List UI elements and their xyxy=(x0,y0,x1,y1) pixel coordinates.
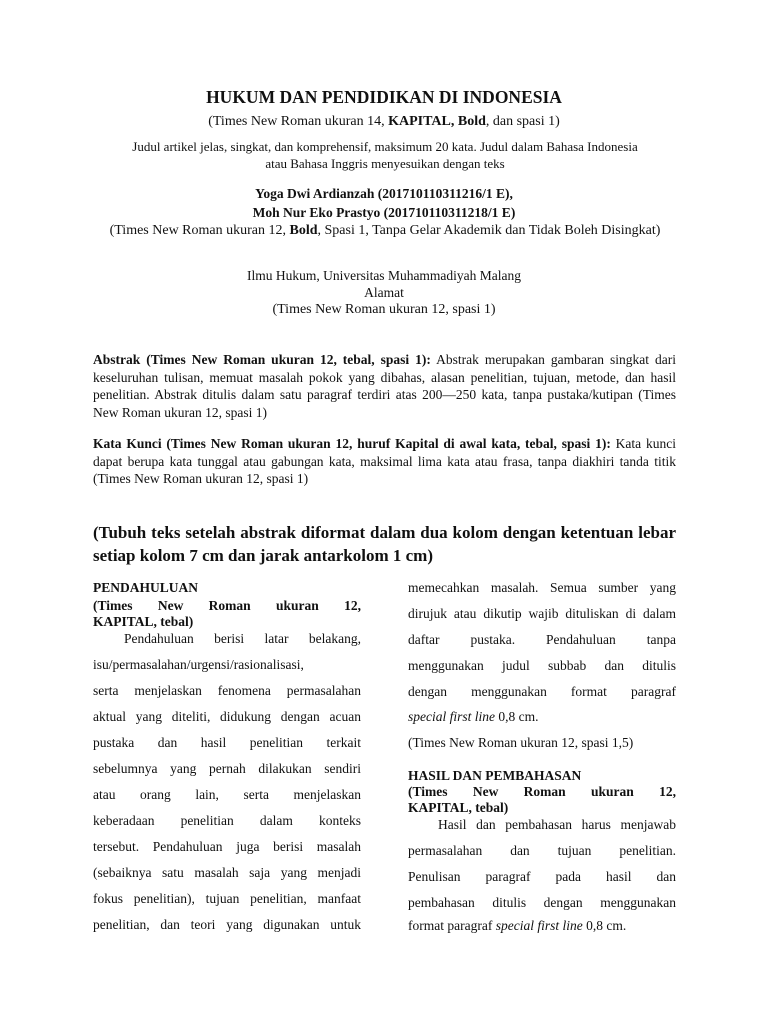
keywords-text: Kata kunci dapat berupa kata tunggal atau gabungan kata, maksimal lima kata atau frasa, tanpa diakhiri tanda titik (Times New Roman ukuran 12, spasi 1) xyxy=(93,436,676,486)
paragraph-line: penelitian, dan teori yang digunakan untuk xyxy=(93,917,361,932)
paragraph-line: daftar pustaka. Pendahuluan tanpa xyxy=(408,632,676,647)
title-description xyxy=(100,138,670,172)
article-title: HUKUM DAN PENDIDIKAN DI INDONESIA xyxy=(206,87,562,107)
affiliation: Ilmu Hukum, Universitas Muhammadiyah Malang xyxy=(246,268,522,283)
section-heading-note: KAPITAL, tebal) xyxy=(408,800,509,815)
author-format-note xyxy=(105,222,665,240)
title-desc-line: Judul artikel jelas, singkat, dan komprehensif, maksimum 20 kata. Judul dalam Bahasa Indonesia xyxy=(132,139,638,154)
author-note-post: , Spasi 1, Tanpa Gelar Akademik dan Tidak Boleh Disingkat) xyxy=(317,223,661,238)
paragraph-line: pustaka dan hasil penelitian terkait xyxy=(93,735,361,750)
paragraph-line: Pendahuluan berisi latar belakang, xyxy=(124,631,361,646)
paragraph-line: pembahasan ditulis dengan menggunakan xyxy=(408,895,676,910)
abstract-text: Abstrak merupakan gambaran singkat dari keseluruhan tulisan, memuat masalah pokok yang dibahas, alasan penelitian, tujuan, metode, dan hasil penelitian. Abstrak ditulis dalam satu paragraf terdiri atas 200—250 kata, tanpa pustaka/kutipan (Times New Roman ukuran 12, spasi 1) xyxy=(93,352,676,420)
body-format-note: (Tubuh teks setelah abstrak diformat dalam dua kolom dengan ketentuan lebar setiap kolom 7 cm dan jarak antarkolom 1 cm) xyxy=(93,523,676,565)
abstract-paragraph xyxy=(93,351,676,421)
paragraph-line: (sebaiknya satu masalah saja yang menjadi xyxy=(93,865,361,880)
spacing-format-note: (Times New Roman ukuran 12, spasi 1,5) xyxy=(408,735,634,750)
author-note-pre: (Times New Roman ukuran 12, xyxy=(109,223,290,238)
title-note-bold: Bold xyxy=(457,114,486,129)
section-heading-hasil: HASIL DAN PEMBAHASAN xyxy=(408,768,582,783)
keywords-paragraph xyxy=(93,435,676,488)
keywords-label: Kata Kunci (Times New Roman ukuran 12, huruf Kapital di awal kata, tebal, spasi 1): xyxy=(93,436,611,451)
affiliation-format-note: (Times New Roman ukuran 12, spasi 1) xyxy=(272,302,496,317)
paragraph-line: serta menjelaskan fenomena permasalahan xyxy=(93,683,361,698)
paragraph-line: keberadaan penelitian dalam konteks xyxy=(93,813,361,828)
paragraph-line: atau orang lain, serta menjelaskan xyxy=(93,787,361,802)
paragraph-line: memecahkan masalah. Semua sumber yang xyxy=(408,580,676,595)
italic-phrase: special first line xyxy=(495,918,583,933)
author-2: Moh Nur Eko Prastyo (201710110311218/1 E) xyxy=(252,205,516,220)
paragraph-line: fokus penelitian), tujuan penelitian, manfaat xyxy=(93,891,361,906)
paragraph-line: Hasil dan pembahasan harus menjawab xyxy=(438,817,676,832)
paragraph-text: 0,8 cm. xyxy=(582,918,627,933)
paragraph-text: format paragraf xyxy=(408,918,496,933)
paragraph-line: dirujuk atau dikutip wajib dituliskan di dalam xyxy=(408,606,676,621)
paragraph-line: permasalahan dan tujuan penelitian. xyxy=(408,843,676,858)
address: Alamat xyxy=(364,285,404,300)
italic-phrase: special first line xyxy=(408,709,495,724)
paragraph-line: sebelumnya yang pernah dilakukan sendiri xyxy=(93,761,361,776)
section-heading-note: (Times New Roman ukuran 12, xyxy=(408,784,676,799)
paragraph-line: dengan menggunakan format paragraf xyxy=(408,684,676,699)
section-heading-pendahuluan: PENDAHULUAN xyxy=(93,580,199,595)
section-heading-note: (Times New Roman ukuran 12, xyxy=(93,598,361,613)
paragraph-line: tersebut. Pendahuluan juga berisi masalah xyxy=(93,839,361,854)
paragraph-line xyxy=(408,709,539,725)
abstract-label: Abstrak (Times New Roman ukuran 12, tebal, spasi 1): xyxy=(93,352,431,367)
paragraph-line: menggunakan judul subbab dan ditulis xyxy=(408,658,676,673)
author-1: Yoga Dwi Ardianzah (201710110311216/1 E), xyxy=(255,186,513,201)
paragraph-text: 0,8 cm. xyxy=(495,709,539,724)
title-desc-line: atau Bahasa Inggris menyesuikan dengan teks xyxy=(265,156,505,171)
section-heading-note: KAPITAL, tebal) xyxy=(93,614,194,629)
title-note-pre: (Times New Roman ukuran 14, xyxy=(208,114,389,129)
title-note-kapital: KAPITAL, xyxy=(388,114,458,129)
title-format-note xyxy=(0,114,768,130)
paragraph-line: aktual yang diteliti, didukung dengan acuan xyxy=(93,709,361,724)
author-note-bold: Bold xyxy=(289,223,318,238)
paragraph-line: Penulisan paragraf pada hasil dan xyxy=(408,869,676,884)
title-note-post: , dan spasi 1) xyxy=(485,114,560,129)
paragraph-line xyxy=(408,918,626,934)
paragraph-line: isu/permasalahan/urgensi/rasionalisasi, xyxy=(93,657,304,672)
